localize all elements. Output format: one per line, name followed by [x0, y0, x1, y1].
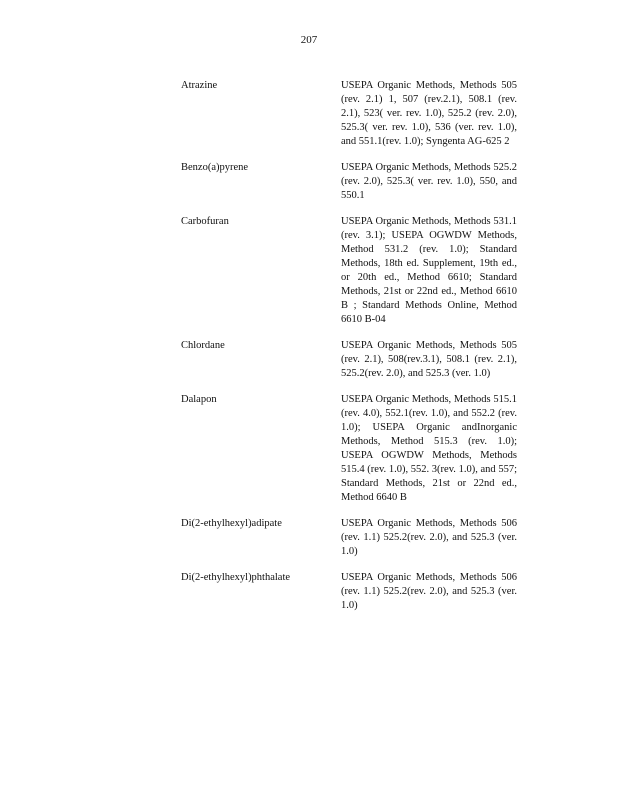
contaminant-name: Chlordane — [181, 340, 225, 351]
page-number: 207 — [300, 34, 318, 46]
entry-dalapon — [181, 393, 521, 505]
entry-carbofuran — [181, 215, 521, 327]
method-text: USEPA Organic Methods, Methods 505 (rev. 2.1), 508(rev.3.1), 508.1 (rev. 2.1), 525.2(rev. 2.0), and 525.3 (ver. 1.0) — [341, 340, 517, 379]
method-text: USEPA Organic Methods, Methods 531.1 (rev. 3.1); USEPA OGWDW Methods, Method 531.2 (rev. 1.0); Standard Methods, 18th ed. Supplement, 19th ed., or 20th ed., Method 6610; Standard Methods, 21st or 22nd ed., Method 6610 B ; Standard Methods Online, Method 6610 B-04 — [341, 216, 517, 325]
entry-chlordane — [181, 339, 521, 381]
method-text: USEPA Organic Methods, Methods 515.1 (rev. 4.0), 552.1(rev. 1.0), and 552.2 (rev. 1.0); USEPA Organic andInorganic Methods, Method 515.3 (rev. 1.0); USEPA OGWDW Methods, Methods 515.4 (rev. 1.0), 552. 3(rev. 1.0), and 557; Standard Methods, 21st or 22nd ed., Method 6640 B — [341, 394, 517, 503]
method-text: USEPA Organic Methods, Methods 506 (rev. 1.1) 525.2(rev. 2.0), and 525.3 (ver. 1.0) — [341, 572, 517, 611]
method-text: USEPA Organic Methods, Methods 525.2 (rev. 2.0), 525.3( ver. rev. 1.0), 550, and 550.1 — [341, 162, 517, 201]
contaminant-name: Benzo(a)pyrene — [181, 162, 249, 173]
contaminant-name: Atrazine — [181, 80, 218, 91]
contaminant-name: Carbofuran — [181, 216, 229, 227]
method-text: USEPA Organic Methods, Methods 505 (rev. 2.1) 1, 507 (rev.2.1), 508.1 (rev. 2.1), 523( ver. rev. 1.0), 525.2 (rev. 2.0), 525.3( ver. rev. 1.0), 536 (ver. rev. 1.0), and 551.1(rev. 1.0); Syngenta AG-625 2 — [341, 80, 517, 147]
contaminant-name: Dalapon — [181, 394, 217, 405]
entry-di-2-ethylhexyl-phthalate — [181, 571, 521, 613]
entry-benzo-a-pyrene — [181, 161, 521, 203]
contaminant-name: Di(2-ethylhexyl)phthalate — [181, 572, 291, 583]
method-text: USEPA Organic Methods, Methods 506 (rev. 1.1) 525.2(rev. 2.0), and 525.3 (ver. 1.0) — [341, 518, 517, 557]
contaminant-name: Di(2-ethylhexyl)adipate — [181, 518, 282, 529]
entry-atrazine — [181, 79, 521, 149]
entry-di-2-ethylhexyl-adipate — [181, 517, 521, 559]
method-entries-list — [181, 79, 521, 625]
